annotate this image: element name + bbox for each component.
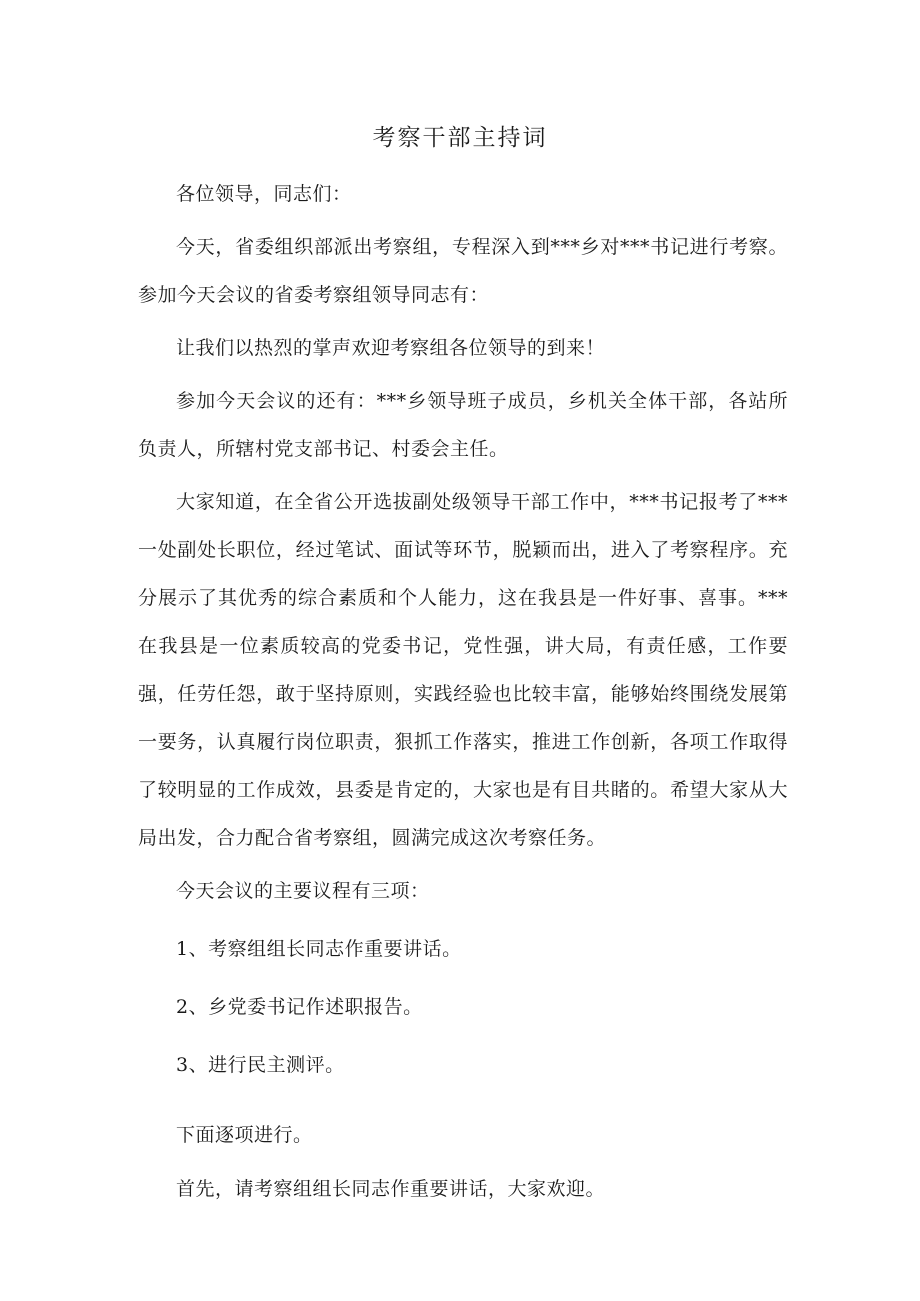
agenda-item: 1、考察组组长同志作重要讲话。 [176,938,462,960]
document-body [138,170,788,1213]
document-title: 考察干部主持词 [372,125,548,151]
closing-line: 下面逐项进行。 [176,1124,313,1146]
closing-line: 首先，请考察组组长同志作重要讲话，大家欢迎。 [176,1178,606,1200]
salutation: 各位领导，同志们： [176,183,352,205]
paragraph-welcome: 让我们以热烈的掌声欢迎考察组各位领导的到来！ [176,337,606,359]
paragraph-background: 大家知道，在全省公开选拔副处级领导干部工作中，***书记报考了***一处副处长职位，经过笔试、面试等环节，脱颖而出，进入了考察程序。充分展示了其优秀的综合素质和个人能力，这在我县是一件好事、喜事。***在我县是一位素质较高的党委书记，党性强，讲大局，有责任感，工作要强，任劳任怨，敢于坚持原则，实践经验也比较丰富，能够始终围绕发展第一要务，认真履行岗位职责，狠抓工作落实，推进工作创新，各项工作取得了较明显的工作成效，县委是肯定的，大家也是有目共睹的。希望大家从大局出发，合力配合省考察组，圆满完成这次考察任务。 [138,491,788,849]
agenda-item: 2、乡党委书记作述职报告。 [176,996,423,1018]
paragraph-intro: 今天，省委组织部派出考察组，专程深入到***乡对***书记进行考察。参加今天会议的省委考察组领导同志有： [138,236,788,306]
paragraph-attendees: 参加今天会议的还有：***乡领导班子成员，乡机关全体干部，各站所负责人，所辖村党支部书记、村委会主任。 [138,390,788,460]
agenda-item: 3、进行民主测评。 [176,1054,345,1076]
paragraph-agenda-intro: 今天会议的主要议程有三项： [176,880,430,902]
